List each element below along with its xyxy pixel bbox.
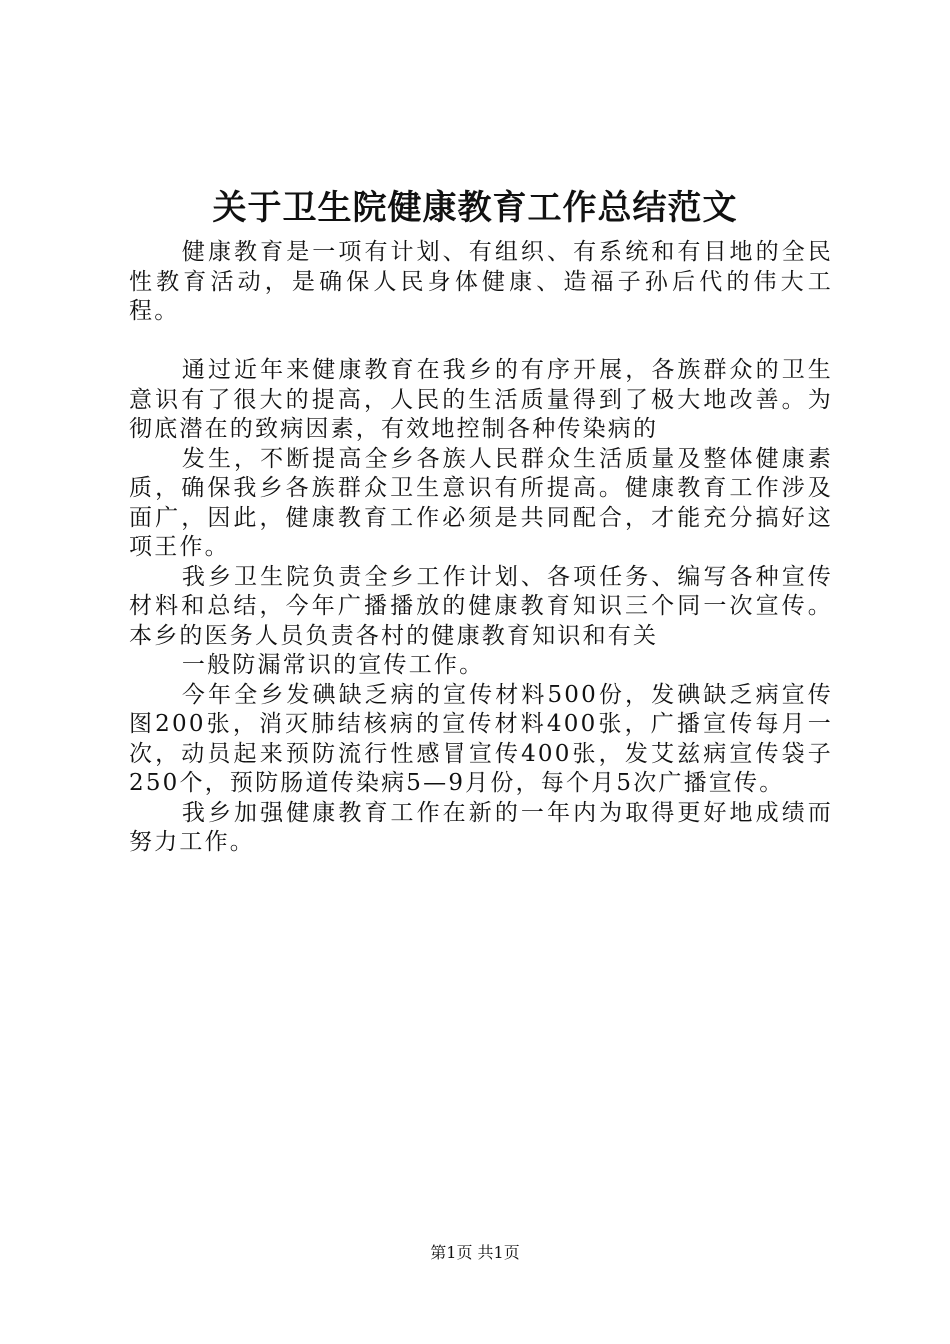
paragraph-prevention: 一般防漏常识的宣传工作。 — [181, 652, 485, 678]
paragraph-intro: 健康教育是一项有计划、有组织、有系统和有目地的全民性教育活动，是确保人民身体健康、造福子孙后代的伟大工程。 — [129, 239, 833, 324]
paragraph-conclusion: 我乡加强健康教育工作在新的一年内为取得更好地成绩而努力工作。 — [129, 799, 833, 855]
document-body — [129, 238, 833, 858]
paragraph-progress: 通过近年来健康教育在我乡的有序开展，各族群众的卫生意识有了很大的提高，人民的生活质量得到了极大地改善。为彻底潜在的致病因素，有效地控制各种传染病的 — [129, 357, 833, 442]
paragraph-materials: 今年全乡发碘缺乏病的宣传材料500份，发碘缺乏病宣传图200张，消灭肺结核病的宣传材料400张，广播宣传每月一次，动员起来预防流行性感冒宣传400张，发艾兹病宣传袋子250个，预防肠道传染病5—9月份，每个月5次广播宣传。 — [129, 681, 833, 796]
document-title: 关于卫生院健康教育工作总结范文 — [212, 188, 738, 228]
page-footer: 第1页 共1页 — [430, 1243, 520, 1262]
paragraph-responsibility: 我乡卫生院负责全乡工作计划、各项任务、编写各种宣传材料和总结，今年广播播放的健康教育知识三个同一次宣传。本乡的医务人员负责各村的健康教育知识和有关 — [129, 563, 833, 649]
paragraph-quality: 发生，不断提高全乡各族人民群众生活质量及整体健康素质，确保我乡各族群众卫生意识有所提高。健康教育工作涉及面广，因此，健康教育工作必须是共同配合，才能充分搞好这项王作。 — [129, 445, 833, 560]
